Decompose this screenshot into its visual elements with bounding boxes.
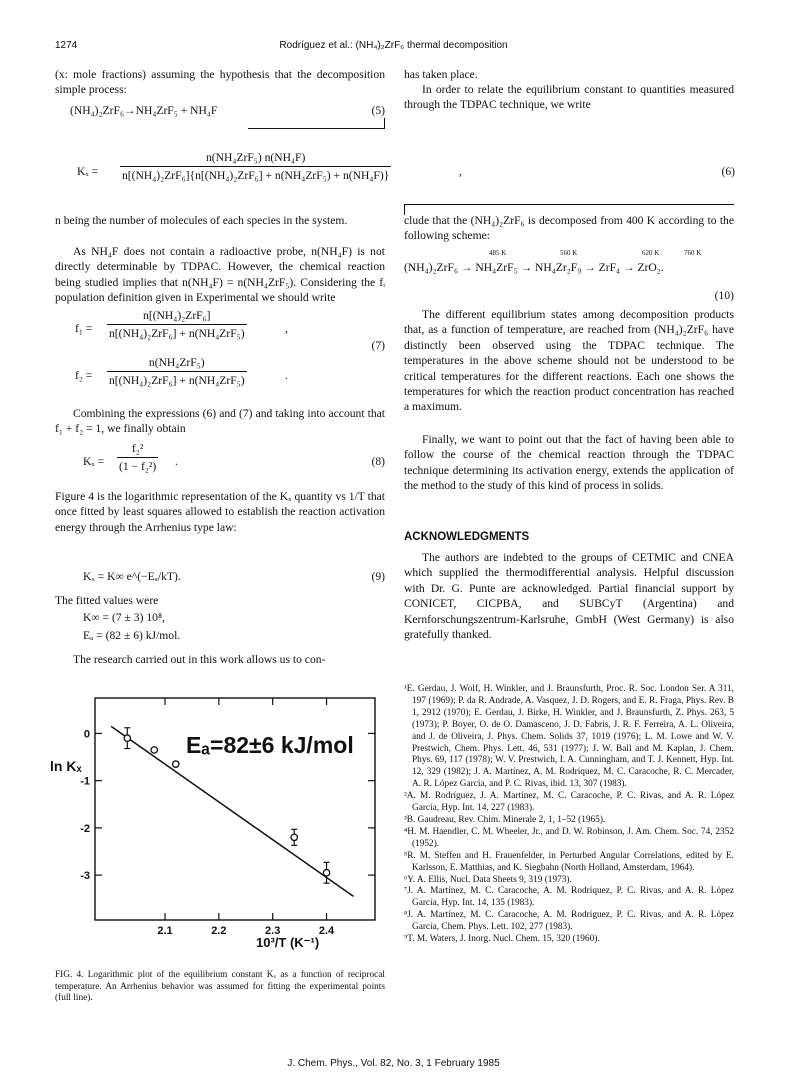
column-divider-top [404, 204, 734, 205]
x-tick-label: 2.2 [211, 925, 227, 937]
decomposition-scheme [404, 246, 734, 302]
right-para-taken-place: has taken place. [404, 68, 478, 81]
equation-8-lhs: Kₓ = [83, 455, 105, 468]
scheme-body: (NH₄)₂ZrF₆ → NH₄ZrF₅ → NH₄Zr₂F₉ → ZrF₄ → ZrO₂. [404, 261, 664, 274]
left-para-research: The research carried out in this work allows us to con- [73, 653, 326, 666]
equation-7a-lhs: f₁ = [75, 322, 93, 335]
fitted-activation-energy: Eₐ = (82 ± 6) kJ/mol. [83, 629, 181, 642]
equation-9-body: Kₓ = K∞ e^(−Eₐ/kT). [83, 570, 181, 583]
journal-footer: J. Chem. Phys., Vol. 82, No. 3, 1 February 1985 [287, 1058, 500, 1069]
equation-7a-fraction [107, 308, 247, 341]
scheme-temp-3: 620 K [642, 249, 660, 257]
y-axis-label: ln Kₓ [50, 758, 82, 774]
x-tick-label: 2.3 [265, 925, 281, 937]
right-para-finally: Finally, we want to point out that the fact of having been able to follow the course of the chemical reaction through the TDPAC technique determining its activation energy, extends the application of the method to the study of this kind of process in solids. [404, 433, 734, 493]
equation-divider-tick [384, 118, 385, 129]
equation-9 [55, 569, 385, 584]
right-para-relate: In order to relate the equilibrium constant to quantities measured through the TDPAC technique, we write [404, 83, 734, 112]
equation-8-fraction [117, 441, 158, 474]
equation-7b-denominator: n[(NH₄)₂ZrF₆] + n(NH₄ZrF₅) [109, 374, 245, 387]
equation-10-number: (10) [714, 289, 734, 302]
y-tick-label: -1 [80, 775, 90, 788]
fitted-k-infinity: K∞ = (7 ± 3) 10⁸, [83, 611, 165, 624]
equation-8-numerator: f₂² [117, 441, 158, 458]
data-point [323, 870, 329, 876]
equation-7b-fraction [107, 355, 247, 388]
equation-8-denominator: (1 − f₂²) [119, 460, 157, 473]
equation-5-number: (5) [371, 104, 385, 117]
left-para-combining: Combining the expressions (6) and (7) and taking into account that f₁ + f₂ = 1, we finally obtain [55, 407, 385, 436]
data-point [173, 761, 179, 767]
reference-item: ⁴H. M. Haendler, C. M. Wheeler, Jr., and D. W. Robinson, J. Am. Chem. Soc. 74, 2352 (1952). [404, 826, 734, 849]
right-para-states: The different equilibrium states among decomposition products that, as a function of temperature, are reached from (NH₄)₂ZrF₆ have distinctly been observed using the TDPAC technique. The temperatures in the above scheme should not be understood to be critical temperatures for the different reactions. Each one shows the temperatures for which the reaction product concentration has reached a maximum. [404, 308, 734, 414]
left-para-figure4: Figure 4 is the logarithmic representation of the Kₓ quantity vs 1/T that once fitted by least squares allowed to establish the reaction activation energy through the Arrhenius type law: [55, 490, 385, 534]
x-axis-label: 10³/T (K⁻¹) [256, 935, 320, 950]
equation-5 [70, 103, 385, 118]
y-tick-label: -2 [80, 822, 90, 835]
scheme-temp-4: 760 K [684, 249, 702, 257]
left-para-fitted: The fitted values were [55, 594, 159, 607]
x-tick-label: 2.1 [157, 925, 173, 937]
equation-6-fraction [120, 150, 391, 183]
references-list [404, 684, 734, 946]
left-para-intro: (x: mole fractions) assuming the hypothesis that the decomposition simple process: [55, 68, 385, 97]
equation-8-number: (8) [371, 455, 385, 468]
y-tick-label: -3 [80, 870, 90, 883]
equation-8-tail: . [175, 455, 178, 468]
figure-4 [50, 690, 385, 965]
equation-7a-numerator: n[(NH₄)₂ZrF₆] [107, 308, 247, 325]
equation-6-numerator: n(NH₄ZrF₅) n(NH₄F) [120, 150, 391, 167]
equation-7 [55, 308, 385, 398]
equation-8 [55, 441, 385, 483]
equation-6 [65, 150, 735, 194]
data-point [291, 834, 297, 840]
reference-item: ⁹T. M. Waters, J. Inorg. Nucl. Chem. 15, 320 (1960). [404, 934, 600, 945]
reference-item: ⁶Y. A. Ellis, Nucl. Data Sheets 9, 319 (1973). [404, 874, 572, 885]
figure-4-caption: FIG. 4. Logarithmic plot of the equilibrium constant Kₓ as a function of reciprocal temperature. An Arrhenius behavior was assumed for fitting the experimental points (full line). [55, 970, 385, 1004]
equation-7b-numerator: n(NH₄ZrF₅) [107, 355, 247, 372]
equation-7-number: (7) [371, 339, 385, 352]
x-tick-label: 2.4 [318, 925, 335, 937]
scheme-temp-2: 560 K [560, 249, 578, 257]
reference-item: ⁵R. M. Steffen and H. Frauenfelder, in Perturbed Angular Correlations, edited by E. Karlsson, E. Matthias, and K. Siegbahn (North Holland, Amsterdam, 1964). [404, 850, 734, 873]
scheme-temp-1: 485 K [489, 249, 507, 257]
y-tick-label: 0 [83, 728, 90, 741]
acknowledgments-text: The authors are indebted to the groups of CETMIC and CNEA which supplied the thermodifferential analysis. Helpful discussion with Dr. G. Punte are acknowledged. Partial financial support by CONICET, CICPBA, and SUBCyT (Argentina) and Kernforschungszentrum-Karlsruhe, GmbH (West Germany) is also gratefully thanked. [404, 551, 734, 642]
equation-6-tail: , [459, 165, 462, 178]
acknowledgments-heading: ACKNOWLEDGMENTS [404, 531, 530, 543]
equation-5-body: (NH₄)₂ZrF₆→NH₄ZrF₅ + NH₄F [70, 104, 218, 117]
reference-item: ²A. M. Rodríguez, J. A. Martínez, M. C. Caracoche, P. C. Rivas, and A. R. López García, Hyp. Int. 14, 227 (1983). [404, 791, 734, 814]
activation-energy-annotation: Eₐ=82±6 kJ/mol [186, 732, 354, 758]
left-para-nh4f: As NH₄F does not contain a radioactive probe, n(NH₄F) is not directly determinable by TDPAC. However, the chemical reaction being studied implies that n(NH₄F) = n(NH₄ZrF₅). Considering the fᵢ population definition given in Experimental we should write [55, 245, 385, 305]
running-title: Rodríguez et al.: (NH₄)₂ZrF₆ thermal decomposition [279, 40, 508, 51]
equation-7b-tail: . [285, 369, 288, 382]
equation-divider [248, 128, 385, 129]
equation-6-number: (6) [721, 165, 735, 178]
equation-6-denominator: n[(NH₄)₂ZrF₆]{n[(NH₄)₂ZrF₆] + n(NH₄ZrF₅) + n(NH₄F)} [122, 169, 390, 182]
right-para-conclude: clude that the (NH₄)₂ZrF₆ is decomposed from 400 K according to the following scheme: [404, 214, 734, 243]
reference-item: ⁷J. A. Martínez, M. C. Caracoche, A. M. Rodríquez, P. C. Rivas, and A. R. López García, Hyp. Int. 14, 135 (1983). [404, 886, 734, 909]
page-number: 1274 [55, 40, 78, 51]
equation-7a-denominator: n[(NH₄)₂ZrF₆] + n(NH₄ZrF₅) [109, 327, 245, 340]
reference-item: ³B. Gaudreau, Rev. Chim. Minerale 2, 1, 1–52 (1965). [404, 814, 606, 825]
reference-item: ⁸J. A. Martínez, M. C. Caracoche, A. M. Rodríguez, P. C. Rivas, and A. R. López García, Chem. Phys. Lett. 102, 277 (1983). [404, 910, 734, 933]
left-para-n-being: n being the number of molecules of each species in the system. [55, 214, 348, 227]
data-point [124, 735, 130, 741]
equation-7a-tail: , [285, 322, 288, 335]
reference-item: ¹E. Gerdau, J. Wolf, H. Winkler, and J. Braunsfurth, Proc. R. Soc. London Ser. A 311, 197 (1969); P. da R. Andrade, A. Vasquez, J. D. Rogers, and E. R. Fraga, Phys. Rev. B 1, 2912 (1970); E. Gerdau, J. Birke, H. Winkler, and J. Braunsfurth, Z. Phys. 263, 5 (1973); P. Boyer, O. de O. Damasceno, J. D. Fabris, J. R. F. Ferreira, A. L. Oliveira, and J. de Oliveira, J. Phys. Chem. Solids 37, 1019 (1976); L. M. Lowe and W. V. Prestwich, Chem. Phys. Lett. 46, 531 (1977); J. W. Ball and M. Kaplan, J. Chem. Phys. 69, 117 (1978); W. V. Prestwich, I. A. Cunningham, and T. J. Kennett, Hyp. Int. 12, 329 (1982); J. A. Martínez, A. M. Rodríquez, M. C. Caracoche, R. C. Mercader, A. R. López García, and P. C. Rivas, ibid. 13, 307 (1983). [404, 684, 734, 790]
equation-7b-lhs: f₂ = [75, 369, 93, 382]
data-point [151, 747, 157, 753]
equation-9-number: (9) [371, 570, 385, 583]
equation-6-lhs: Kₓ = [77, 165, 99, 178]
